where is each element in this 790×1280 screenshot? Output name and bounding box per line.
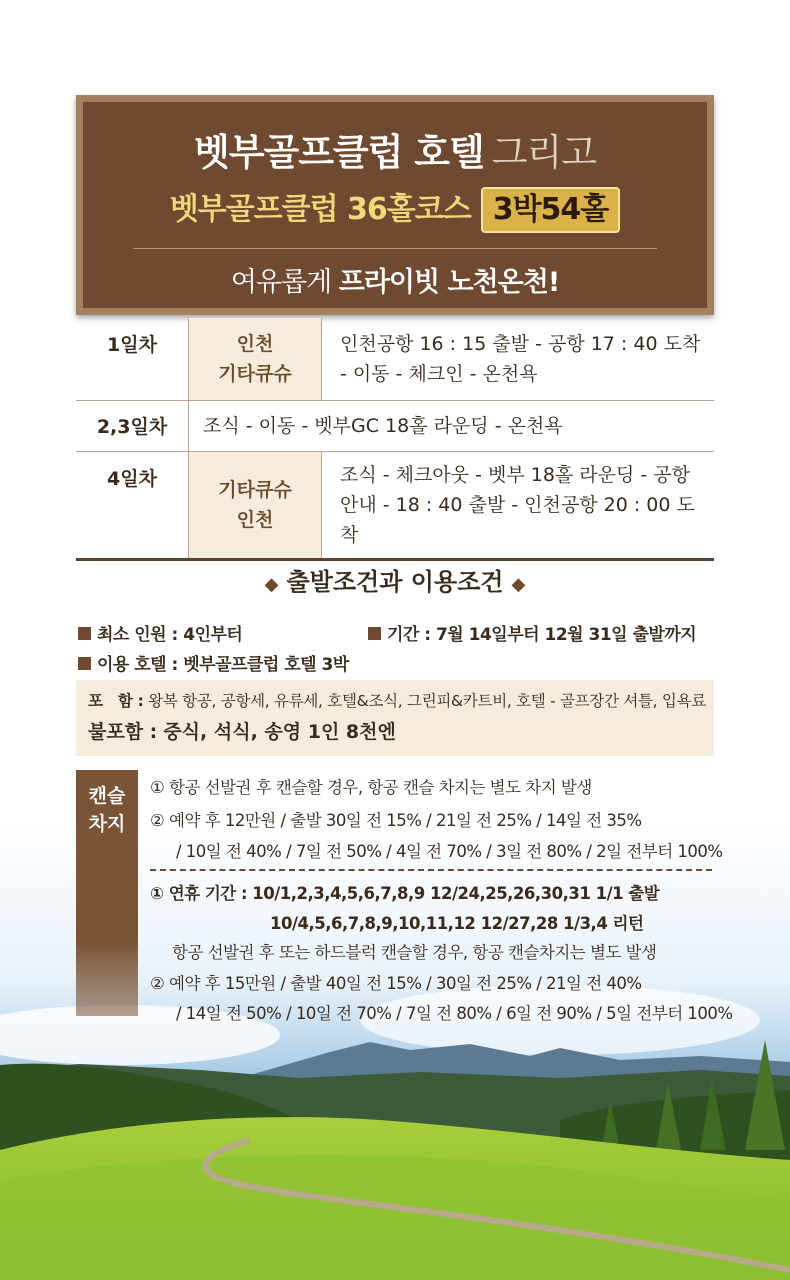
banner-course: 벳부골프클럽 36홀코스	[169, 192, 471, 227]
square-bullet-icon	[78, 657, 91, 670]
included-box	[76, 680, 714, 756]
cancellation-line: 10/4,5,6,7,8,9,10,11,12 12/27,28 1/3,4 리턴	[270, 914, 644, 933]
banner-subtitle	[83, 184, 707, 233]
banner-title	[83, 122, 707, 176]
conditions-title-text: 출발조건과 이용조건	[286, 568, 504, 596]
route-from: 인천	[236, 332, 274, 355]
detail-line: 인천공항 16 : 15 출발 - 공항 17 : 40 도착	[340, 332, 701, 355]
itinerary-row	[76, 451, 714, 559]
square-bullet-icon	[78, 627, 91, 640]
banner-hotel-name: 벳부골프클럽 호텔	[193, 131, 484, 174]
title-banner	[76, 95, 714, 315]
cancellation-line: ① 연휴 기간 : 10/1,2,3,4,5,6,7,8,9 12/24,25,26,30,31 1/1 출발	[150, 884, 660, 903]
cancellation-label-line: 캔슬	[88, 785, 126, 807]
itinerary-row	[76, 318, 714, 400]
cancellation-divider	[150, 869, 712, 871]
itinerary-day: 4일차	[76, 451, 189, 559]
banner-tagline-light: 여유롭게	[230, 267, 332, 298]
cancellation-label-line: 차지	[88, 813, 126, 835]
condition-hotel	[78, 650, 349, 675]
excluded-label: 불포함 :	[88, 721, 158, 743]
condition-period	[368, 620, 696, 645]
route-to: 인천	[236, 508, 274, 531]
itinerary-detail: 조식 - 이동 - 벳부GC 18홀 라운딩 - 온천욕	[189, 400, 715, 451]
banner-tagline	[83, 260, 707, 299]
itinerary-route	[189, 451, 322, 559]
cancellation-line: ① 항공 선발권 후 캔슬할 경우, 항공 캔슬 차지는 별도 차지 발생	[150, 778, 592, 797]
diamond-icon: ◆	[264, 574, 279, 595]
excluded-items: 중식, 석식, 송영 1인 8천엔	[163, 721, 396, 743]
detail-line: 안내 - 18 : 40 출발 - 인천공항 20 : 00 도착	[340, 493, 695, 546]
banner-divider	[133, 248, 657, 249]
cancellation-line: ② 예약 후 15만원 / 출발 40일 전 15% / 30일 전 25% / 21일 전 40%	[150, 974, 642, 993]
cancellation-line: ② 예약 후 12만원 / 출발 30일 전 15% / 21일 전 25% / 14일 전 35%	[150, 811, 642, 830]
included-label: 포 함 :	[88, 692, 144, 710]
condition-text: 기간 : 7월 14일부터 12월 31일 출발까지	[387, 625, 697, 645]
included-items: 왕복 항공, 공항세, 유류세, 호텔&조식, 그린피&카트비, 호텔 - 골프장간 셔틀, 입욕료	[148, 692, 706, 710]
itinerary-table	[76, 318, 714, 561]
route-to: 기타큐슈	[218, 362, 292, 385]
itinerary-day: 2,3일차	[76, 400, 189, 451]
included-line	[88, 686, 706, 717]
diamond-icon: ◆	[511, 574, 526, 595]
conditions-title	[0, 562, 790, 597]
cancellation-line: / 10일 전 40% / 7일 전 50% / 4일 전 70% / 3일 전 80% / 2일 전부터 100%	[176, 842, 723, 861]
cancellation-line: 항공 선발권 후 또는 하드블럭 캔슬할 경우, 항공 캔슬차지는 별도 발생	[172, 943, 657, 962]
itinerary-day: 1일차	[76, 318, 189, 400]
route-from: 기타큐슈	[218, 478, 292, 501]
cancellation-line: / 14일 전 50% / 10일 전 70% / 7일 전 80% / 6일 전 90% / 5일 전부터 100%	[176, 1004, 733, 1023]
square-bullet-icon	[368, 627, 381, 640]
banner-tagline-bold: 프라이빗 노천온천!	[338, 267, 560, 298]
itinerary-route	[189, 318, 322, 400]
banner-badge: 3박54홀	[481, 187, 621, 233]
itinerary-detail	[322, 451, 715, 559]
itinerary-row	[76, 400, 714, 451]
detail-line: 조식 - 체크아웃 - 벳부 18홀 라운딩 - 공항	[340, 463, 691, 486]
condition-text: 이용 호텔 : 벳부골프클럽 호텔 3박	[97, 655, 349, 675]
cancellation-label	[76, 770, 138, 1016]
condition-min-people	[78, 620, 242, 645]
detail-line: - 이동 - 체크인 - 온천욕	[340, 362, 538, 385]
banner-and: 그리고	[491, 131, 597, 174]
itinerary-detail	[322, 318, 715, 400]
condition-text: 최소 인원 : 4인부터	[97, 625, 243, 645]
excluded-line	[88, 717, 702, 748]
